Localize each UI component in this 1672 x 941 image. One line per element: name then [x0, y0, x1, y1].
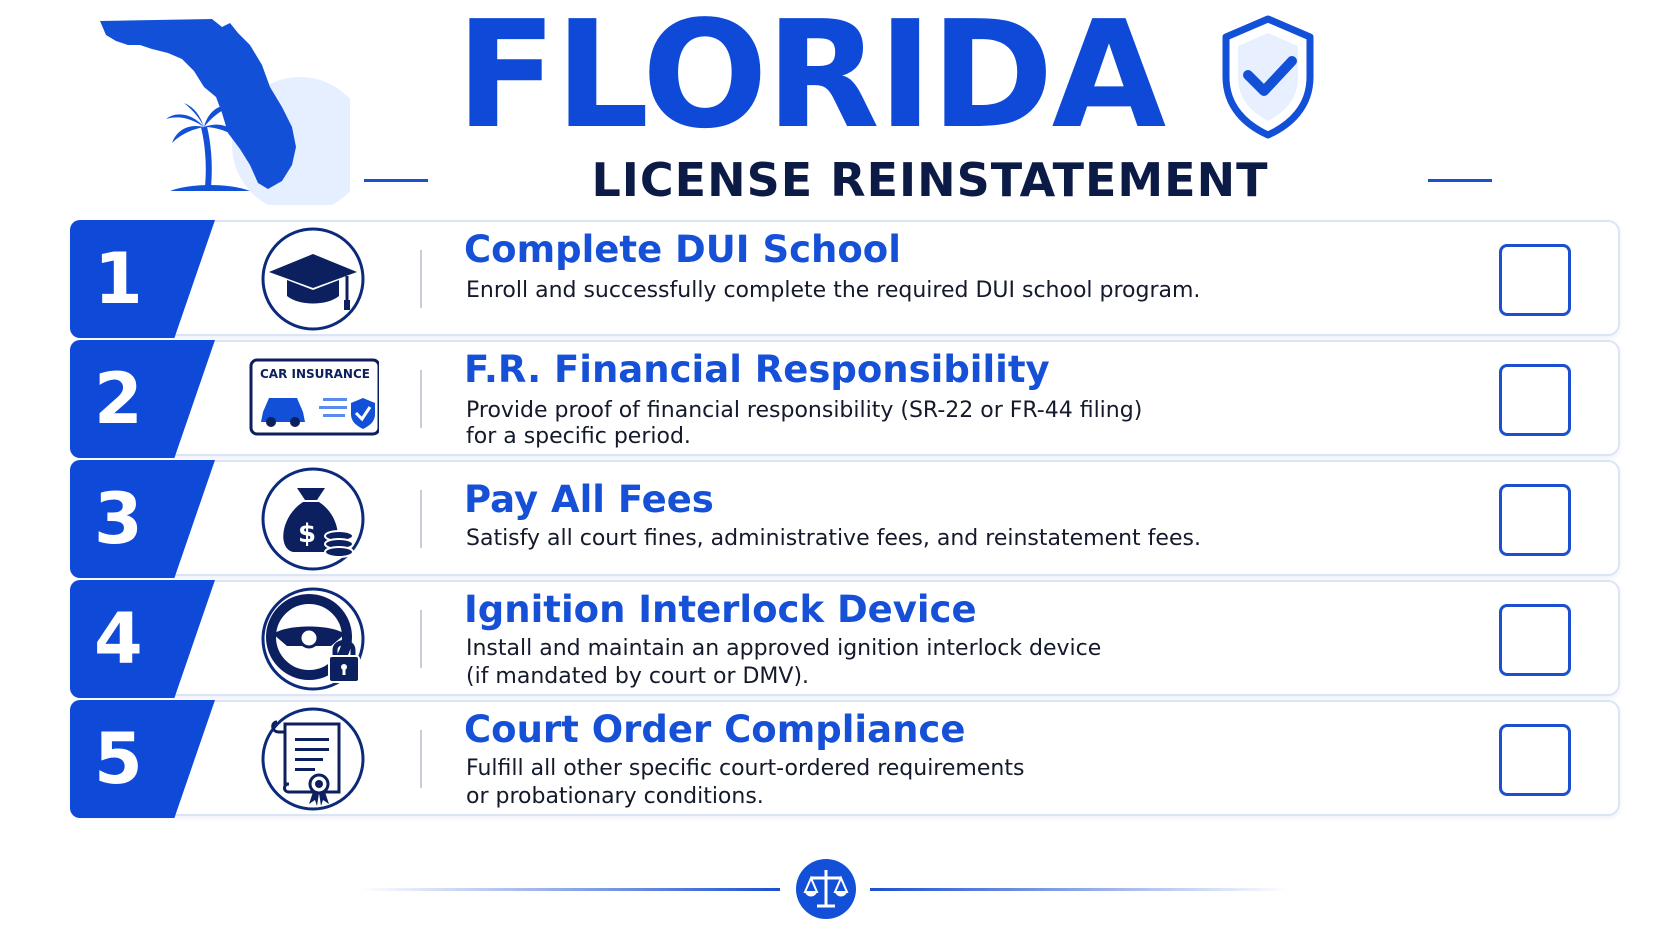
checklist-item: [70, 220, 1620, 336]
item-description-line-2: for a specific period.: [466, 424, 691, 449]
step-number: 2: [94, 358, 143, 440]
item-description: Enroll and successfully complete the required DUI school program.: [466, 278, 1201, 303]
row-divider: [420, 490, 422, 548]
item-title: Complete DUI School: [464, 228, 901, 271]
item-checkbox[interactable]: [1499, 484, 1571, 556]
item-checkbox[interactable]: [1499, 244, 1571, 316]
checklist-item: [70, 580, 1620, 696]
step-number: 4: [94, 598, 143, 680]
footer-rule-left: [360, 888, 780, 891]
car-insurance-label: CAR INSURANCE: [260, 367, 370, 381]
row-divider: [420, 370, 422, 428]
item-title: F.R. Financial Responsibility: [464, 348, 1050, 391]
shield-check-icon: [1220, 15, 1316, 139]
item-title: Ignition Interlock Device: [464, 588, 977, 631]
scales-of-justice-icon: [795, 858, 857, 920]
money-bag-icon: [247, 464, 379, 574]
checklist-item: [70, 340, 1620, 456]
subtitle-rule-right: [1428, 179, 1492, 182]
certificate-scroll-icon: [247, 704, 379, 814]
item-description-line-1: Install and maintain an approved ignition interlock device: [466, 636, 1102, 661]
car-insurance-card-icon: [247, 344, 379, 454]
item-description-line-2: or probationary conditions.: [466, 784, 764, 809]
header: [0, 0, 1672, 215]
row-divider: [420, 250, 422, 308]
item-checkbox[interactable]: [1499, 364, 1571, 436]
step-number: 1: [94, 238, 143, 320]
step-number: 5: [94, 718, 143, 800]
step-number: 3: [94, 478, 143, 560]
page-subtitle: LICENSE REINSTATEMENT: [591, 153, 1269, 207]
footer-rule-right: [870, 888, 1290, 891]
item-description-line-1: Provide proof of financial responsibility (SR-22 or FR-44 filing): [466, 398, 1143, 423]
checklist-item: [70, 460, 1620, 576]
subtitle-row: [360, 150, 1500, 210]
item-description-line-2: (if mandated by court or DMV).: [466, 664, 810, 689]
footer: [0, 850, 1672, 930]
item-description-line-1: Fulfill all other specific court-ordered requirements: [466, 756, 1025, 781]
item-title: Court Order Compliance: [464, 708, 966, 751]
page-title: FLORIDA: [455, 0, 1165, 161]
checklist-item: [70, 700, 1620, 816]
row-divider: [420, 730, 422, 788]
subtitle-rule-left: [364, 179, 428, 182]
item-checkbox[interactable]: [1499, 604, 1571, 676]
item-title: Pay All Fees: [464, 478, 714, 521]
item-checkbox[interactable]: [1499, 724, 1571, 796]
florida-map-icon: [100, 15, 350, 205]
graduation-cap-icon: [247, 224, 379, 334]
row-divider: [420, 610, 422, 668]
steering-wheel-lock-icon: [247, 584, 379, 694]
item-description: Satisfy all court fines, administrative fees, and reinstatement fees.: [466, 526, 1201, 551]
svg-text:$: $: [297, 519, 317, 549]
